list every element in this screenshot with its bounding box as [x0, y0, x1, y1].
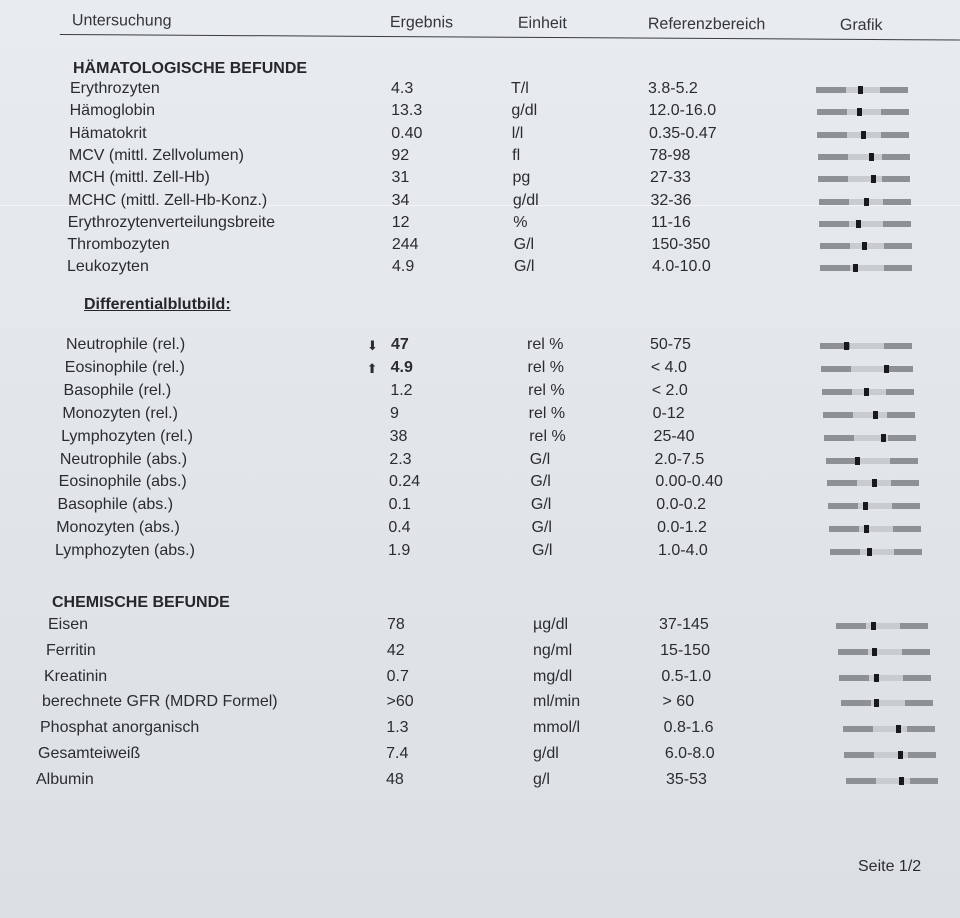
unit: g/dl [533, 745, 559, 762]
table-row [0, 771, 960, 793]
unit: ml/min [533, 693, 581, 711]
unit: rel % [528, 404, 566, 422]
result-marker [858, 86, 863, 94]
result-marker [881, 434, 886, 442]
unit: g/dl [512, 191, 539, 209]
result-marker [873, 411, 878, 419]
test-name: Ferritin [46, 641, 96, 659]
range-graphic [839, 675, 931, 681]
table-row [0, 496, 960, 518]
section-haematologische-befunde: HÄMATOLOGISCHE BEFUNDE [73, 60, 308, 77]
result-marker [844, 342, 849, 350]
section-differentialblutbild: Differentialblutbild: [84, 296, 231, 313]
unit: rel % [528, 381, 565, 399]
reference-range: < 2.0 [651, 381, 688, 399]
range-graphic [824, 435, 916, 441]
unit: G/l [532, 542, 553, 560]
header-ergebnis: Ergebnis [389, 14, 454, 32]
result-value: 7.4 [386, 745, 409, 762]
test-name: Phosphat anorganisch [40, 719, 200, 737]
result-value: 34 [391, 191, 410, 209]
result-marker [871, 175, 876, 183]
table-row [0, 382, 960, 404]
section-chemische-befunde: CHEMISCHE BEFUNDE [52, 594, 230, 611]
test-name: Thrombozyten [67, 236, 170, 254]
unit: G/l [514, 258, 535, 276]
reference-range: 1.0-4.0 [658, 542, 708, 560]
reference-range: < 4.0 [650, 358, 687, 376]
test-name: Eosinophile (abs.) [58, 473, 187, 491]
table-row [0, 693, 960, 715]
reference-range: 6.0-8.0 [664, 745, 715, 762]
result-value: 78 [387, 616, 405, 633]
table-row [0, 719, 960, 741]
range-graphic [817, 109, 909, 115]
unit: G/l [513, 236, 535, 254]
test-name: Monozyten (rel.) [62, 404, 178, 422]
range-graphic [821, 366, 913, 372]
reference-range: 0.8-1.6 [663, 719, 714, 737]
range-graphic [818, 176, 910, 182]
range-graphic [822, 389, 914, 395]
result-value: 1.9 [388, 542, 411, 560]
test-name: MCHC (mittl. Zell-Hb-Konz.) [68, 191, 268, 209]
result-value: 38 [389, 427, 408, 445]
result-value: 4.9 [390, 358, 413, 376]
unit: rel % [527, 358, 564, 376]
result-marker [864, 198, 869, 206]
test-name: MCV (mittl. Zellvolumen) [68, 146, 245, 164]
result-marker [864, 525, 869, 533]
table-row [0, 359, 960, 381]
reference-range: 35-53 [666, 770, 707, 788]
test-name: Monozyten (abs.) [56, 519, 180, 537]
result-marker [899, 777, 904, 785]
range-graphic [836, 623, 928, 629]
reference-range: 0.0-0.2 [656, 496, 707, 514]
result-marker [853, 264, 858, 272]
result-value: 12 [391, 213, 410, 231]
test-name: Lymphozyten (rel.) [61, 427, 194, 445]
table-row [0, 745, 960, 767]
unit: G/l [530, 496, 552, 514]
reference-range: 150-350 [651, 236, 711, 254]
unit: mg/dl [533, 667, 573, 685]
reference-range: > 60 [662, 693, 695, 711]
result-marker [867, 548, 872, 556]
result-marker [864, 388, 869, 396]
result-value: 31 [391, 169, 410, 187]
result-value: 47 [391, 336, 409, 353]
test-name: Lymphozyten (abs.) [55, 542, 195, 560]
test-name: Basophile (abs.) [57, 496, 174, 514]
reference-range: 0-12 [652, 404, 685, 422]
result-marker [896, 725, 901, 733]
table-row [0, 258, 960, 280]
result-value: 0.4 [388, 519, 411, 537]
result-value: 1.3 [386, 719, 409, 737]
reference-range: 25-40 [653, 427, 695, 445]
test-name: Neutrophile (rel.) [66, 336, 186, 353]
table-row [0, 668, 960, 690]
unit: rel % [529, 427, 566, 445]
range-graphic [830, 549, 922, 555]
page-number: Seite 1/2 [858, 858, 922, 875]
reference-range: 11-16 [651, 213, 691, 231]
test-name: Basophile (rel.) [63, 381, 172, 399]
header-referenzbereich: Referenzbereich [647, 15, 766, 34]
reference-range: 0.0-1.2 [657, 519, 707, 537]
result-marker [872, 479, 877, 487]
test-name: Albumin [36, 770, 94, 788]
table-row [0, 336, 960, 358]
result-marker [884, 365, 889, 373]
range-graphic [819, 199, 911, 205]
result-value: 4.9 [392, 258, 415, 276]
range-graphic [827, 480, 919, 486]
reference-range: 32-36 [650, 191, 692, 209]
table-row [0, 451, 960, 473]
reference-range: 4.0-10.0 [652, 258, 711, 276]
unit: G/l [529, 450, 551, 468]
unit: g/l [533, 770, 550, 788]
reference-range: 0.35-0.47 [649, 124, 717, 142]
result-value: 13.3 [391, 102, 423, 120]
range-graphic [817, 132, 909, 138]
table-row [0, 519, 960, 541]
range-graphic [838, 649, 930, 655]
result-value: 0.7 [386, 667, 409, 685]
result-value: >60 [386, 693, 414, 711]
reference-range: 0.00-0.40 [655, 473, 723, 491]
unit: G/l [531, 519, 552, 537]
result-value: 2.3 [389, 450, 412, 468]
table-row [0, 147, 960, 169]
result-value: 92 [391, 146, 410, 164]
result-marker [857, 108, 862, 116]
range-graphic [843, 726, 935, 732]
test-name: Leukozyten [67, 258, 149, 276]
unit: T/l [511, 80, 529, 97]
range-graphic [823, 412, 915, 418]
range-graphic [820, 265, 912, 271]
test-name: Eosinophile (rel.) [64, 358, 185, 376]
range-graphic [820, 243, 912, 249]
unit: rel % [527, 336, 564, 353]
result-marker [856, 220, 861, 228]
range-graphic [818, 154, 910, 160]
table-row [0, 405, 960, 427]
header-grafik: Grafik [839, 16, 883, 35]
result-value: 9 [390, 404, 399, 422]
range-graphic [828, 503, 920, 509]
table-row [0, 428, 960, 450]
arrow-up-icon: ⬆ [366, 360, 378, 376]
unit: ng/ml [533, 641, 573, 659]
test-name: Erythrozyten [70, 80, 160, 97]
result-value: 42 [386, 641, 405, 659]
unit: pg [512, 169, 531, 187]
result-marker [869, 153, 874, 161]
table-row [0, 102, 960, 124]
range-graphic [819, 221, 911, 227]
range-graphic [844, 752, 936, 758]
result-marker [855, 457, 860, 465]
table-row [0, 236, 960, 258]
test-name: MCH (mittl. Zell-Hb) [68, 169, 210, 187]
range-graphic [846, 778, 938, 784]
range-graphic [829, 526, 921, 532]
test-name: Erythrozytenverteilungsbreite [67, 213, 275, 231]
test-name: Eisen [48, 616, 89, 633]
test-name: Hämoglobin [69, 102, 156, 120]
table-row [0, 214, 960, 236]
header-einheit: Einheit [517, 14, 567, 33]
result-value: 0.1 [388, 496, 411, 514]
unit: % [513, 213, 528, 231]
result-marker [863, 502, 868, 510]
arrow-down-icon: ⬇ [367, 338, 378, 353]
result-value: 4.3 [391, 80, 414, 97]
table-row [0, 192, 960, 214]
table-row [0, 80, 960, 102]
reference-range: 78-98 [649, 146, 691, 164]
unit: g/dl [511, 102, 538, 120]
result-marker [872, 648, 877, 656]
result-value: 244 [391, 236, 419, 254]
header-untersuchung: Untersuchung [71, 12, 172, 30]
table-row [0, 473, 960, 495]
result-marker [861, 131, 866, 139]
reference-range: 50-75 [650, 336, 691, 353]
table-row [0, 169, 960, 191]
reference-range: 2.0-7.5 [654, 450, 705, 468]
result-value: 1.2 [390, 381, 413, 399]
unit: fl [512, 146, 521, 164]
result-value: 0.24 [389, 473, 421, 491]
reference-range: 3.8-5.2 [648, 80, 698, 97]
reference-range: 15-150 [660, 641, 710, 659]
reference-range: 0.5-1.0 [661, 667, 712, 685]
result-marker [874, 699, 879, 707]
range-graphic [841, 700, 933, 706]
test-name: Gesamteiweiß [38, 745, 141, 762]
test-name: Kreatinin [44, 667, 108, 685]
range-graphic [826, 458, 918, 464]
reference-range: 12.0-16.0 [648, 102, 717, 120]
result-marker [898, 751, 903, 759]
result-value: 48 [386, 770, 404, 788]
reference-range: 27-33 [650, 169, 691, 187]
result-marker [871, 622, 876, 630]
table-row [0, 125, 960, 147]
result-marker [862, 242, 867, 250]
result-value: 0.40 [391, 124, 423, 142]
unit: µg/dl [533, 616, 569, 633]
table-row [0, 616, 960, 638]
table-row [0, 542, 960, 564]
test-name: Hämatokrit [69, 124, 147, 142]
table-row [0, 642, 960, 664]
result-marker [874, 674, 879, 682]
range-graphic [816, 87, 908, 93]
range-graphic [820, 343, 912, 349]
test-name: berechnete GFR (MDRD Formel) [42, 693, 278, 711]
unit: l/l [511, 124, 524, 142]
unit: G/l [530, 473, 551, 491]
unit: mmol/l [533, 719, 581, 737]
reference-range: 37-145 [659, 616, 709, 633]
test-name: Neutrophile (abs.) [59, 450, 188, 468]
